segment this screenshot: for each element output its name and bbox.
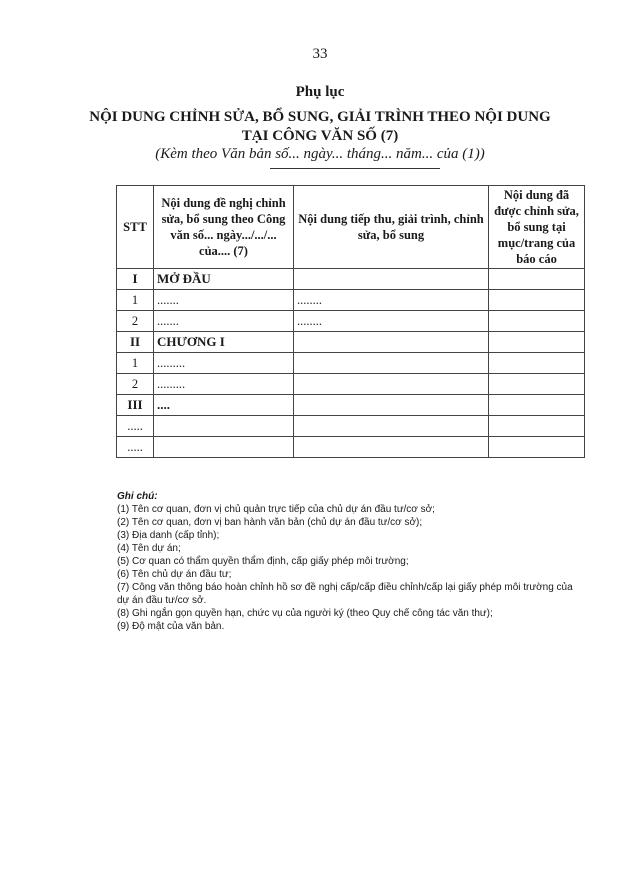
row-response: ........ [294,290,489,311]
header-response-content: Nội dung tiếp thu, giải trình, chỉnh sửa, bổ sung [294,186,489,269]
table-row [117,332,585,353]
note-item: (8) Ghi ngắn gọn quyền hạn, chức vụ của người ký (theo Quy chế công tác văn thư); [117,608,493,619]
main-title-line-1: NỘI DUNG CHỈNH SỬA, BỔ SUNG, GIẢI TRÌNH THEO NỘI DUNG [89,109,551,125]
note-item: (5) Cơ quan có thẩm quyền thẩm định, cấp giấy phép môi trường; [117,556,409,567]
table-row [117,269,585,290]
row-requested [154,437,294,458]
page-number: 33 [312,46,328,62]
note-item: (7) Công văn thông báo hoàn chỉnh hồ sơ đề nghị cấp/cấp điều chỉnh/cấp lại giấy phép môi trường của dự án đầu tư/cơ sở. [117,582,573,606]
row-response [294,269,489,290]
row-requested: MỞ ĐẦU [154,269,294,290]
row-requested [154,416,294,437]
row-location [489,290,585,311]
subtitle: (Kèm theo Văn bản số... ngày... tháng... năm... của (1)) [155,146,485,162]
row-response [294,353,489,374]
row-response: ........ [294,311,489,332]
row-response [294,332,489,353]
header-stt: STT [117,186,154,269]
table-row [117,395,585,416]
table-row [117,416,585,437]
subtitle-underline [270,168,440,169]
row-location [489,332,585,353]
revision-table [116,185,585,458]
row-stt: 1 [117,290,154,311]
note-item: (3) Địa danh (cấp tỉnh); [117,530,220,541]
row-stt: 2 [117,374,154,395]
note-item: (9) Độ mật của văn bản. [117,621,225,632]
row-location [489,437,585,458]
header-requested-content: Nội dung đề nghị chỉnh sửa, bổ sung theo Công văn số... ngày.../.../... của.... (7) [154,186,294,269]
row-stt: III [117,395,154,416]
row-response [294,374,489,395]
row-stt: ..... [117,437,154,458]
row-stt: I [117,269,154,290]
row-location [489,353,585,374]
table-header-row [117,186,585,269]
row-stt: 2 [117,311,154,332]
row-requested: ....... [154,290,294,311]
row-stt: ..... [117,416,154,437]
row-stt: II [117,332,154,353]
row-location [489,269,585,290]
note-item: (1) Tên cơ quan, đơn vị chủ quản trực tiếp của chủ dự án đầu tư/cơ sở; [117,504,435,515]
table-row [117,374,585,395]
row-requested: .... [154,395,294,416]
note-item: (2) Tên cơ quan, đơn vị ban hành văn bản (chủ dự án đầu tư/cơ sở); [117,517,423,528]
notes-section [117,490,587,633]
note-item: (4) Tên dự án; [117,543,181,554]
row-requested: ....... [154,311,294,332]
notes-title: Ghi chú: [117,491,158,502]
main-title [60,108,580,146]
row-response [294,395,489,416]
row-stt: 1 [117,353,154,374]
row-requested: ......... [154,374,294,395]
row-requested: CHƯƠNG I [154,332,294,353]
row-requested: ......... [154,353,294,374]
main-title-line-2: TẠI CÔNG VĂN SỐ (7) [241,128,399,144]
table-row [117,311,585,332]
row-location [489,416,585,437]
row-location [489,311,585,332]
appendix-title: Phụ lục [295,84,345,100]
row-response [294,437,489,458]
note-item: (6) Tên chủ dự án đầu tư; [117,569,232,580]
row-location [489,374,585,395]
row-location [489,395,585,416]
row-response [294,416,489,437]
table-row [117,353,585,374]
table-row [117,290,585,311]
header-revised-location: Nội dung đã được chỉnh sửa, bổ sung tại mục/trang của báo cáo [489,186,585,269]
table-row [117,437,585,458]
